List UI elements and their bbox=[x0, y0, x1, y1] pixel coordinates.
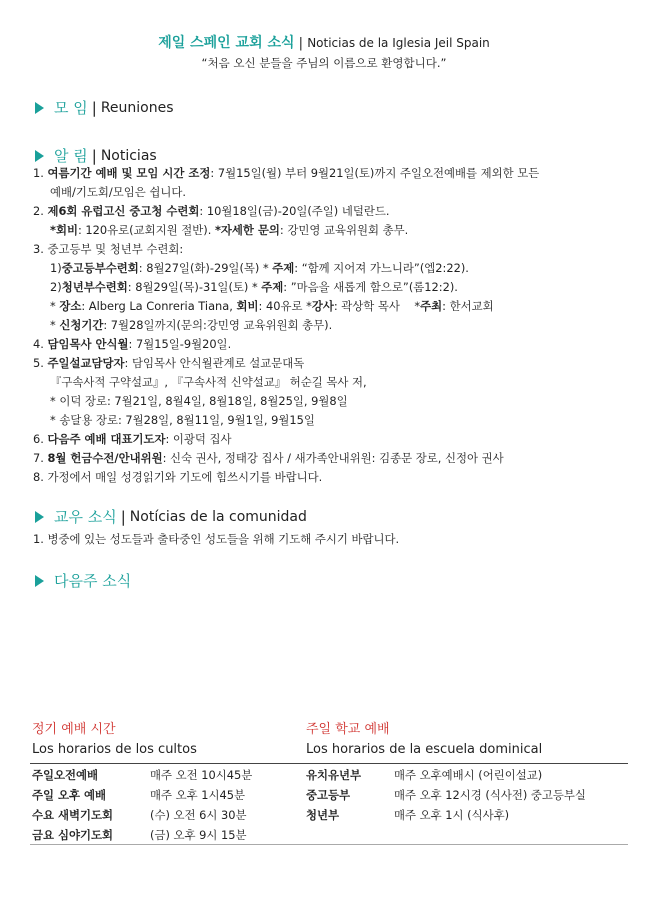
section-title-spanish: Noticias bbox=[100, 147, 157, 164]
welcome-subtitle: “처음 오신 분들을 주님의 이름으로 환영합니다.” bbox=[201, 56, 447, 70]
item-text: : 8월29일(목)-31일(토) * bbox=[127, 280, 262, 294]
news-line bbox=[33, 373, 633, 392]
schedule-title-spanish: Los horarios de la escuela dominical bbox=[306, 742, 543, 757]
item-heading: 다음주 예배 대표기도자 bbox=[47, 432, 166, 446]
service-name: 금요 심야기도회 bbox=[32, 828, 113, 842]
service-name: 중고등부 bbox=[306, 788, 351, 802]
news-line bbox=[33, 164, 633, 183]
section-title-spanish: Reuniones bbox=[100, 99, 174, 116]
item-text: * 송달용 장로: 7월28일, 8월11일, 9월1일, 9월15일 bbox=[50, 413, 315, 427]
section-next-week-heading bbox=[35, 570, 131, 591]
schedule-title-korean: 정기 예배 시간 bbox=[32, 722, 116, 737]
item-text: 예배/기도회/모임은 쉽니다. bbox=[50, 185, 186, 199]
news-line bbox=[33, 468, 633, 487]
schedule-row bbox=[306, 805, 586, 825]
item-text: * bbox=[50, 299, 60, 313]
item-number: 2. bbox=[33, 204, 48, 218]
item-heading: *자세한 문의 bbox=[214, 223, 280, 237]
schedule-row bbox=[32, 785, 252, 805]
item-heading: 여름기간 예배 및 모임 시간 조정 bbox=[47, 166, 211, 180]
section-title-korean: 알 림 bbox=[54, 147, 88, 165]
item-heading: 주제 bbox=[272, 261, 295, 275]
news-line bbox=[33, 411, 633, 430]
news-line bbox=[33, 240, 633, 259]
item-text: : 담임목사 안식월관계로 설교문대독 bbox=[124, 356, 305, 370]
item-heading: 강사 bbox=[311, 299, 334, 313]
item-heading: *회비 bbox=[50, 223, 78, 237]
section-title-korean: 모 임 bbox=[54, 99, 88, 117]
item-heading: 주일설교담당자 bbox=[47, 356, 125, 370]
item-text: : 7월15일-9월20일. bbox=[128, 337, 232, 351]
item-number: 5. bbox=[33, 356, 48, 370]
section-community-heading bbox=[35, 506, 307, 527]
triangle-bullet-icon bbox=[35, 575, 44, 587]
item-heading: 담임목사 안식월 bbox=[47, 337, 129, 351]
item-heading: 회비 bbox=[236, 299, 259, 313]
item-text: : 이광덕 집사 bbox=[165, 432, 232, 446]
item-text: 8. 가정에서 매일 성경읽기와 기도에 힘쓰시기를 바랍니다. bbox=[33, 470, 323, 484]
triangle-bullet-icon bbox=[35, 511, 44, 523]
item-text: : 강민영 교육위원회 총무. bbox=[279, 223, 409, 237]
item-text: 3. 중고등부 및 청년부 수련회: bbox=[33, 242, 184, 256]
news-line bbox=[33, 335, 633, 354]
service-time: (수) 오전 6시 30분 bbox=[150, 808, 247, 822]
service-name: 주일오전예배 bbox=[32, 768, 99, 782]
community-item: 1. 병중에 있는 성도들과 출타중인 성도들을 위해 기도해 주시기 바랍니다. bbox=[33, 532, 400, 546]
item-text: : ”마음을 새롭게 함으로”(롬12:2). bbox=[283, 280, 458, 294]
news-line bbox=[33, 221, 633, 240]
sunday-school-schedule bbox=[306, 720, 586, 825]
title-separator: | bbox=[120, 507, 126, 526]
service-time: 매주 오후 1시 (식사후) bbox=[394, 808, 510, 822]
item-text: 1) bbox=[50, 261, 62, 275]
triangle-bullet-icon bbox=[35, 102, 44, 114]
item-text: : 7월28일까지(문의:강민영 교육위원회 총무). bbox=[103, 318, 333, 332]
section-title-korean: 다음주 소식 bbox=[54, 572, 132, 590]
item-text: : “함께 지어져 가느니라”(엡2:22). bbox=[294, 261, 469, 275]
item-text: * 이덕 장로: 7월21일, 8월4일, 8월18일, 8월25일, 9월8일 bbox=[50, 394, 348, 408]
item-text: 2) bbox=[50, 280, 62, 294]
item-number: 7. bbox=[33, 451, 48, 465]
news-line bbox=[33, 449, 633, 468]
schedule-row bbox=[306, 765, 586, 785]
section-meetings-heading bbox=[35, 97, 174, 118]
item-heading: 장소 bbox=[59, 299, 82, 313]
news-line bbox=[33, 316, 633, 335]
schedule-row bbox=[32, 805, 252, 825]
item-heading: 중고등부수련회 bbox=[61, 261, 139, 275]
item-text: 『구속사적 구약설교』, 『구속사적 신약설교』 허순길 목사 저, bbox=[50, 375, 367, 389]
news-list bbox=[33, 164, 633, 487]
news-line bbox=[33, 297, 633, 316]
item-text: : Alberg La Conreria Tiana, bbox=[81, 299, 237, 313]
service-name: 유치유년부 bbox=[306, 768, 362, 782]
service-time: (금) 오후 9시 15분 bbox=[150, 828, 247, 842]
service-time: 매주 오전 10시45분 bbox=[150, 768, 253, 782]
item-heading: 주제 bbox=[261, 280, 284, 294]
service-time: 매주 오후 1시45분 bbox=[150, 788, 246, 802]
item-heading: 제6회 유럽고신 중고청 수련회 bbox=[47, 204, 200, 218]
title-separator: | bbox=[298, 36, 304, 51]
title-spanish: Noticias de la Iglesia Jeil Spain bbox=[307, 36, 490, 50]
worship-schedule bbox=[32, 720, 252, 845]
schedule-title-spanish: Los horarios de los cultos bbox=[32, 742, 197, 757]
header-title bbox=[0, 32, 648, 52]
item-text: : 10월18일(금)-20일(주일) 네덜란드. bbox=[199, 204, 390, 218]
item-text: : 40유로 * bbox=[258, 299, 312, 313]
service-name: 수요 새벽기도회 bbox=[32, 808, 113, 822]
schedule-row bbox=[32, 765, 252, 785]
service-name: 주일 오후 예배 bbox=[32, 788, 106, 802]
item-number: 1. bbox=[33, 166, 48, 180]
news-line bbox=[33, 430, 633, 449]
schedule-row bbox=[306, 785, 586, 805]
item-heading: 청년부수련회 bbox=[61, 280, 128, 294]
schedule-row bbox=[32, 825, 252, 845]
item-heading: 신청기간 bbox=[59, 318, 104, 332]
item-number: 6. bbox=[33, 432, 48, 446]
news-line bbox=[33, 183, 633, 202]
title-separator: | bbox=[91, 98, 97, 117]
item-text: : 8월27일(화)-29일(목) * bbox=[138, 261, 273, 275]
section-title-spanish: Notícias de la comunidad bbox=[129, 508, 307, 525]
service-time: 매주 오후예배시 (어린이설교) bbox=[394, 768, 543, 782]
section-title-korean: 교우 소식 bbox=[54, 508, 117, 526]
news-line bbox=[33, 259, 633, 278]
title-separator: | bbox=[91, 146, 97, 165]
item-heading: 8월 헌금수전/안내위원 bbox=[47, 451, 163, 465]
triangle-bullet-icon bbox=[35, 150, 44, 162]
news-line bbox=[33, 278, 633, 297]
service-time: 매주 오후 12시경 (식사전) 중고등부실 bbox=[394, 788, 586, 802]
section-news-heading bbox=[35, 145, 157, 166]
schedule-divider bbox=[30, 763, 628, 764]
news-line bbox=[33, 392, 633, 411]
item-text: * bbox=[50, 318, 60, 332]
schedule-bottom-divider bbox=[30, 844, 628, 845]
item-text: : 신숙 권사, 정태강 집사 / 새가족안내위원: 김종문 장로, 신정아 권사 bbox=[162, 451, 504, 465]
schedule-title-korean: 주일 학교 예배 bbox=[306, 722, 390, 737]
item-text: : 120유로(교회지원 절반). bbox=[77, 223, 215, 237]
item-text: : 한서교회 bbox=[442, 299, 494, 313]
item-number: 4. bbox=[33, 337, 48, 351]
title-korean: 제일 스페인 교회 소식 bbox=[158, 35, 295, 51]
news-line bbox=[33, 202, 633, 221]
news-line bbox=[33, 354, 633, 373]
item-heading: 주최 bbox=[420, 299, 443, 313]
item-text: : 곽상학 목사 * bbox=[333, 299, 421, 313]
service-name: 청년부 bbox=[306, 808, 340, 822]
item-text: : 7월15일(월) 부터 9월21일(토)까지 주일오전예배를 제외한 모든 bbox=[210, 166, 540, 180]
